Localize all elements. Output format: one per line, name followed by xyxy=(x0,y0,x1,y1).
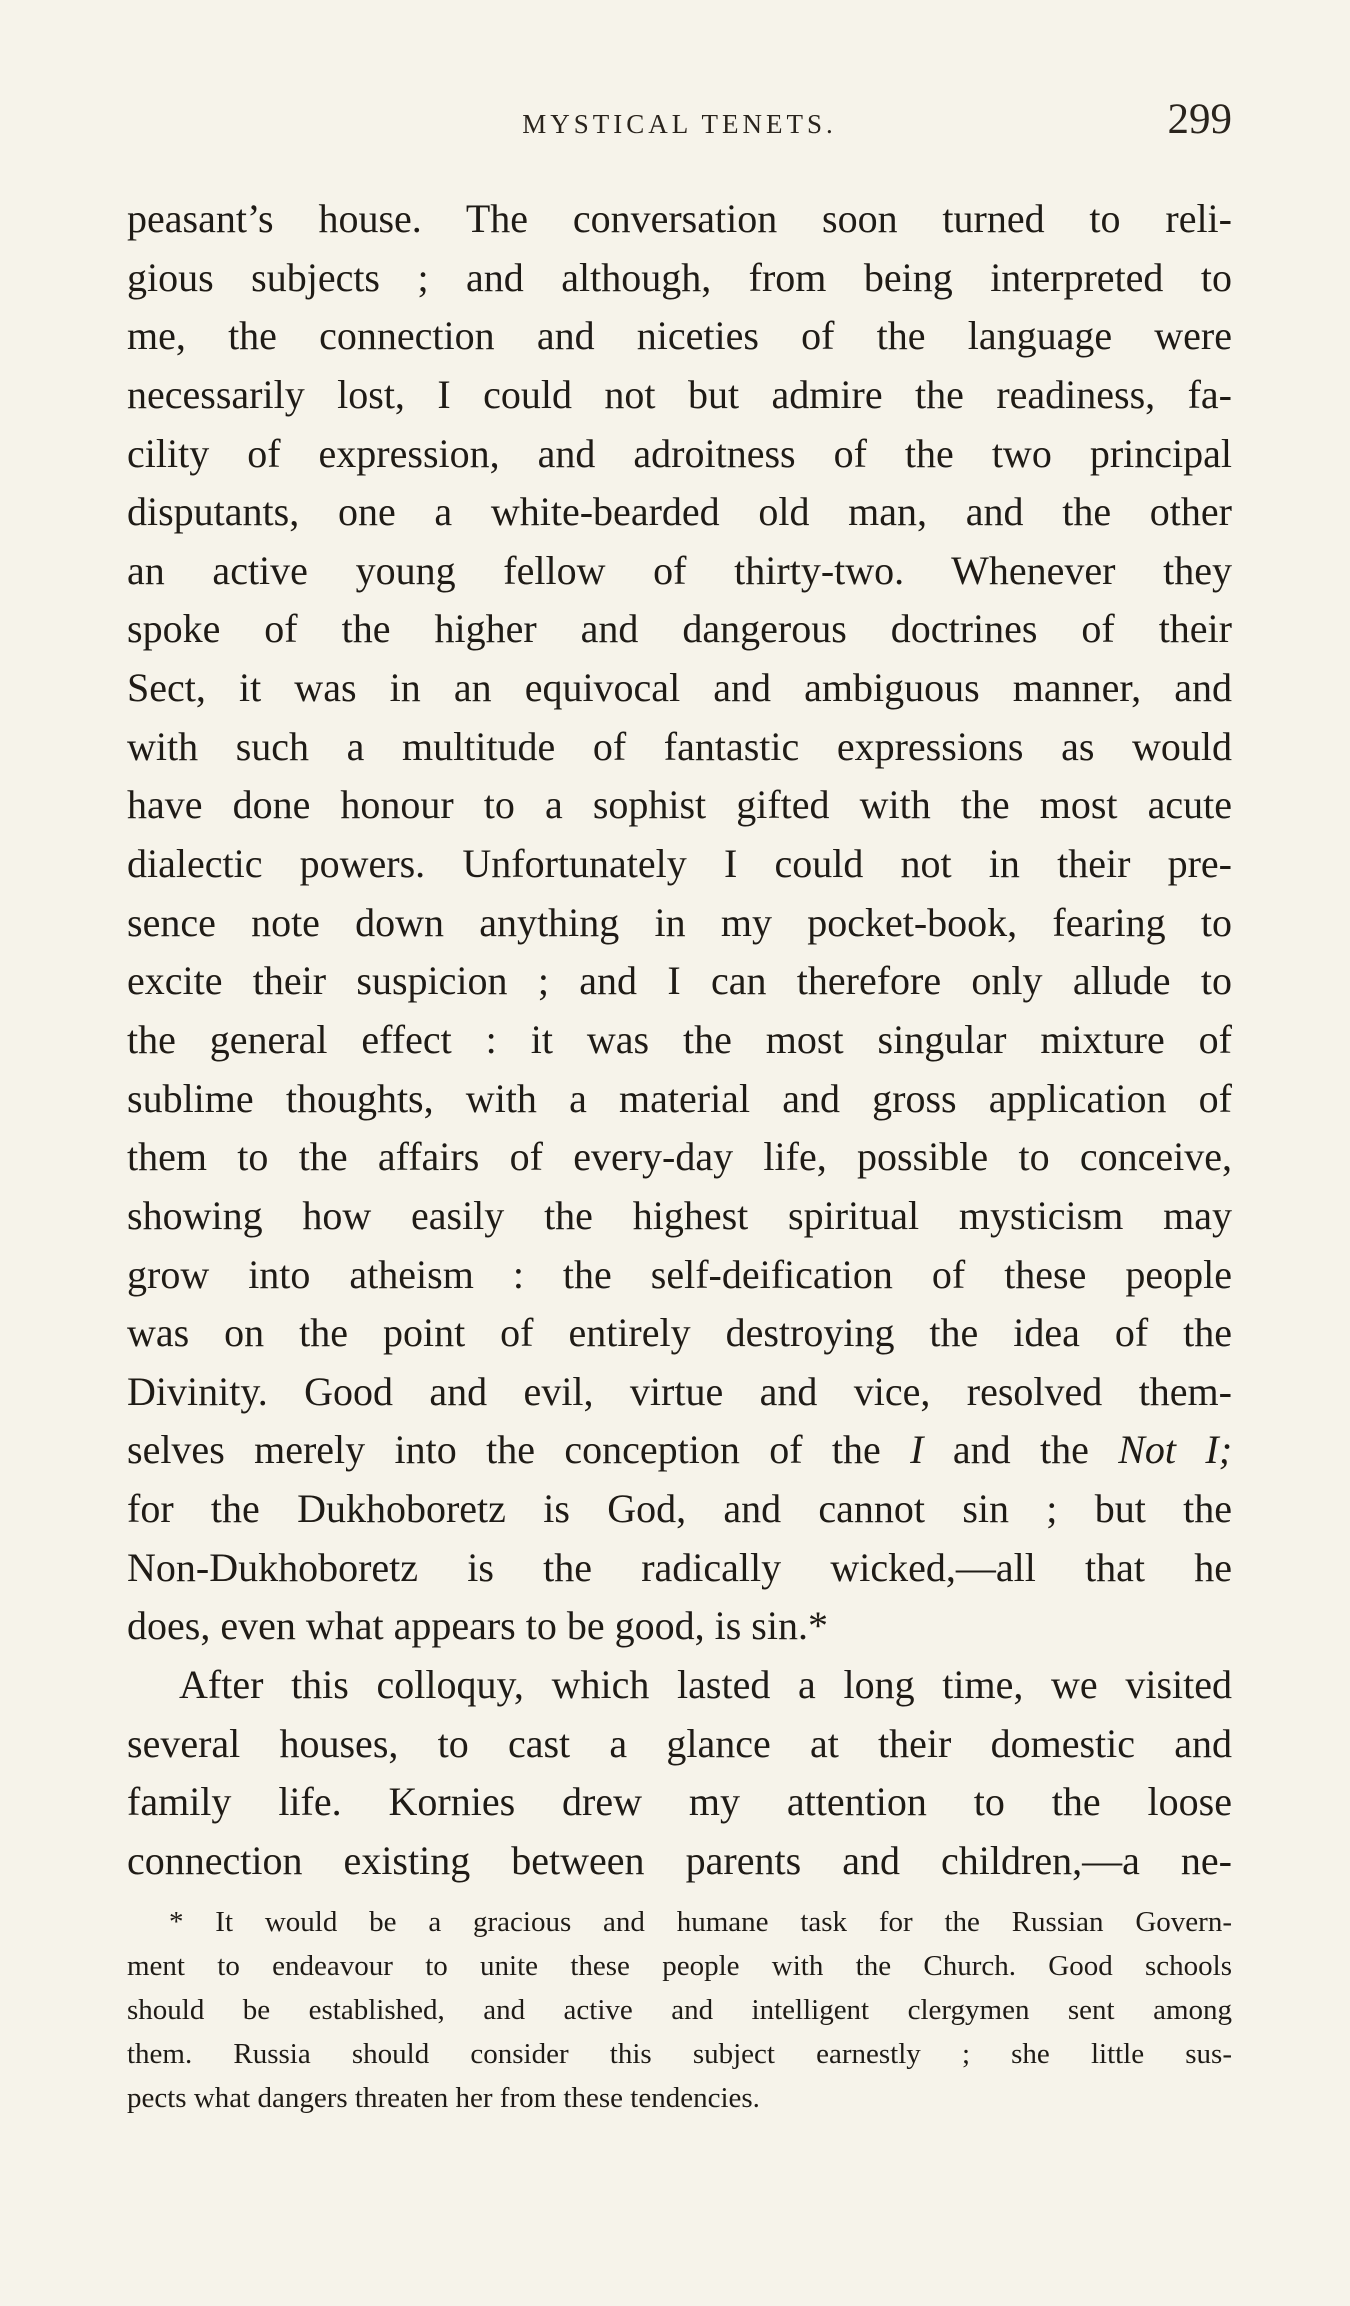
footnote-line: should be established, and active and intelligent clergymen sent among xyxy=(127,1994,1232,2026)
text-line: disputants, one a white-bearded old man, and the other xyxy=(127,489,1232,535)
footnote xyxy=(127,1900,1232,2120)
text-line-with-italics xyxy=(127,1421,1232,1480)
text-segment: and the xyxy=(923,1427,1119,1473)
text-line: dialectic powers. Unfortunately I could not in their pre- xyxy=(127,841,1232,887)
text-segment: selves merely into the conception of the xyxy=(127,1427,911,1473)
text-line: them to the affairs of every-day life, possible to conceive, xyxy=(127,1134,1232,1180)
running-title: MYSTICAL TENETS. xyxy=(522,109,837,139)
text-line: with such a multitude of fantastic expressions as would xyxy=(127,723,1232,769)
text-line: peasant’s house. The conversation soon turned to reli- xyxy=(127,196,1232,241)
paragraph-start-line: After this colloquy, which lasted a long time, we visited xyxy=(179,1662,1232,1708)
text-line: necessarily lost, I could not but admire the readiness, fa- xyxy=(127,371,1232,417)
text-line: connection existing between parents and children,—a ne- xyxy=(127,1837,1232,1883)
body-text xyxy=(127,190,1232,1891)
text-line: cility of expression, and adroitness of the two principal xyxy=(127,430,1232,476)
text-line: Divinity. Good and evil, virtue and vice, resolved them- xyxy=(127,1368,1232,1414)
italic-term: Not I; xyxy=(1118,1427,1233,1473)
text-line: sublime thoughts, with a material and gross application of xyxy=(127,1075,1232,1121)
text-line: excite their suspicion ; and I can therefore only allude to xyxy=(127,958,1232,1004)
text-line: grow into atheism : the self-deification of these people xyxy=(127,1251,1232,1297)
text-line: showing how easily the highest spiritual mysticism may xyxy=(127,1192,1232,1238)
page-number: 299 xyxy=(1167,96,1232,143)
text-line: the general effect : it was the most singular mixture of xyxy=(127,1016,1232,1062)
text-line: sence note down anything in my pocket-book, fearing to xyxy=(127,899,1232,945)
text-line: me, the connection and niceties of the language were xyxy=(127,313,1232,359)
text-line: family life. Kornies drew my attention to the loose xyxy=(127,1779,1232,1825)
text-line: gious subjects ; and although, from being interpreted to xyxy=(127,254,1232,300)
text-line: several houses, to cast a glance at their domestic and xyxy=(127,1720,1232,1766)
text-line: was on the point of entirely destroying the idea of the xyxy=(127,1310,1232,1356)
text-line: does, even what appears to be good, is sin.* xyxy=(127,1603,828,1649)
running-head xyxy=(127,95,1232,145)
footnote-line: them. Russia should consider this subject earnestly ; she little sus- xyxy=(127,2038,1232,2070)
footnote-line: ment to endeavour to unite these people with the Church. Good schools xyxy=(127,1950,1232,1982)
text-line: Non-Dukhoboretz is the radically wicked,—all that he xyxy=(127,1544,1232,1590)
text-line: an active young fellow of thirty-two. Whenever they xyxy=(127,547,1232,593)
text-line: for the Dukhoboretz is God, and cannot sin ; but the xyxy=(127,1486,1232,1532)
text-line: spoke of the higher and dangerous doctrines of their xyxy=(127,606,1232,652)
text-line: have done honour to a sophist gifted with the most acute xyxy=(127,782,1232,828)
footnote-line: pects what dangers threaten her from these tendencies. xyxy=(127,2082,760,2114)
italic-term: I xyxy=(910,1427,924,1473)
footnote-line: * It would be a gracious and humane task for the Russian Govern- xyxy=(169,1906,1232,1938)
text-line: Sect, it was in an equivocal and ambiguous manner, and xyxy=(127,665,1232,711)
